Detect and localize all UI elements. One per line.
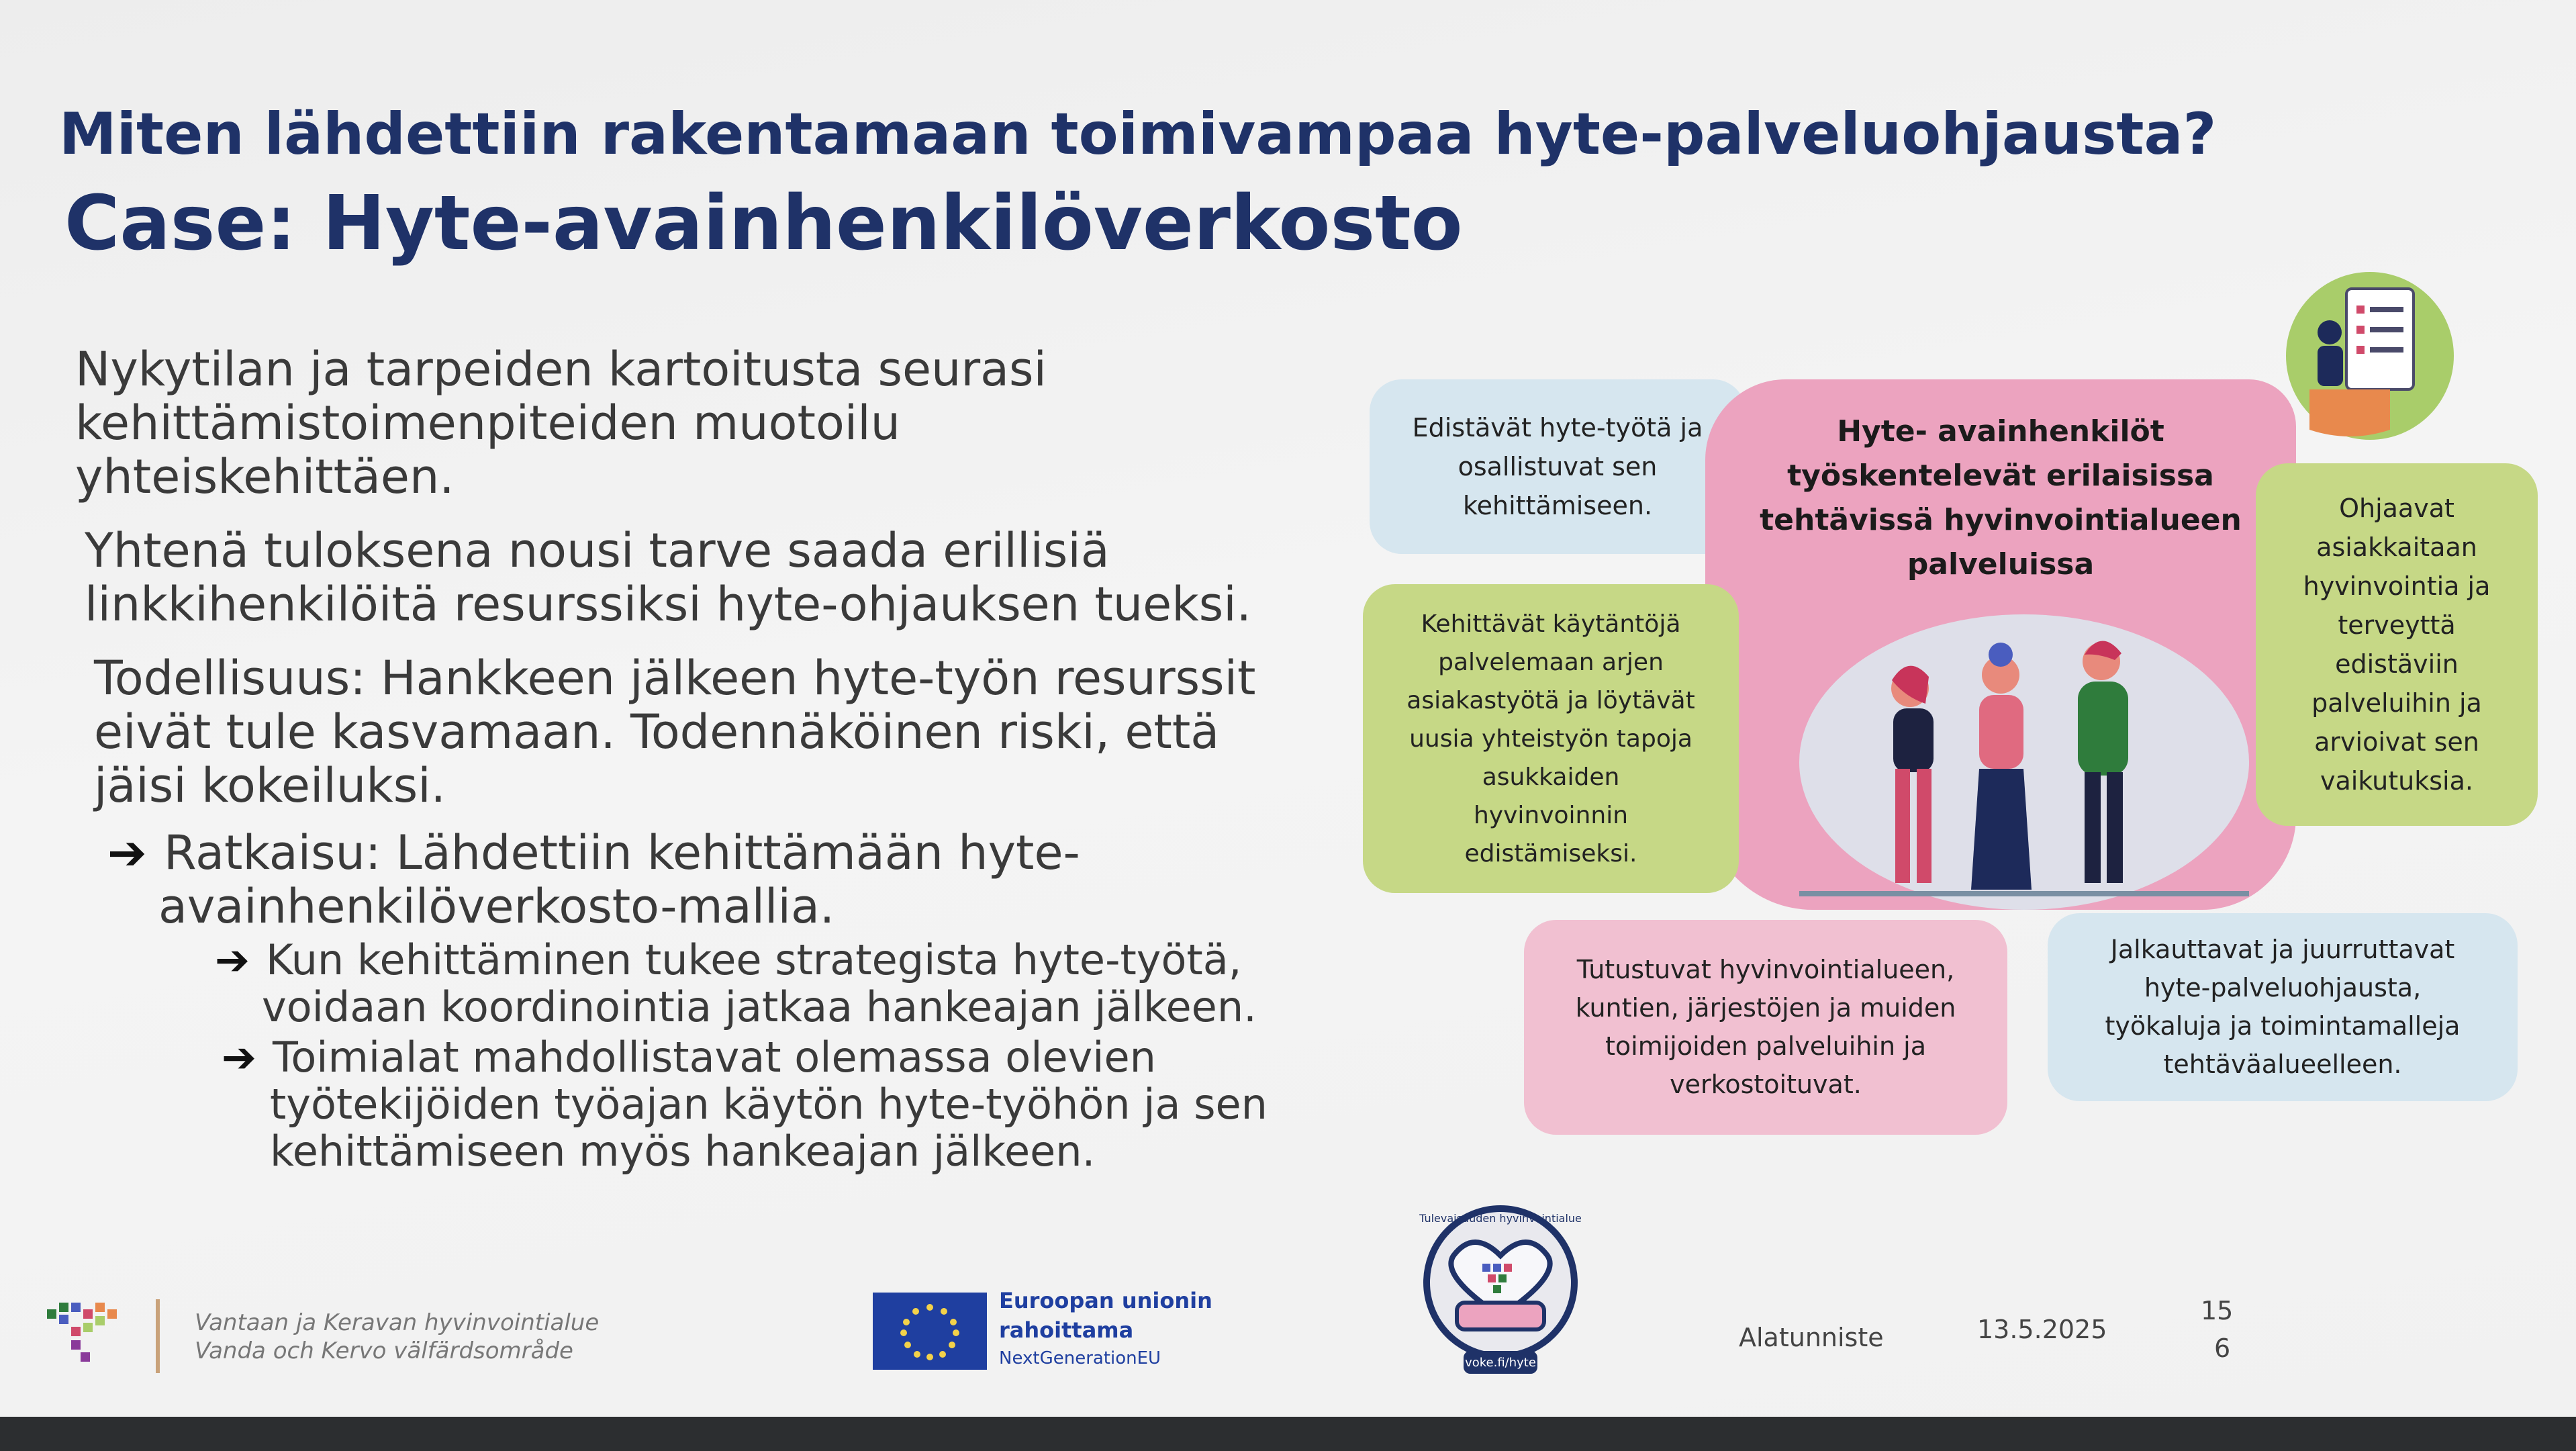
paragraph-1-line: yhteiskehittäen. (75, 449, 455, 504)
paragraph-2-line: Yhtenä tuloksena nousi tarve saada erillisiä (85, 523, 1110, 578)
monitor-bezel (0, 1417, 2576, 1451)
box-line: edistäviin (2335, 649, 2459, 679)
eu-funding-line3: NextGenerationEU (999, 1348, 1161, 1368)
eu-flag-icon (873, 1293, 987, 1370)
box-line: uusia yhteistyön tapoja (1409, 724, 1692, 753)
center-line: palveluissa (1907, 547, 2095, 581)
box-promote-hyte (1370, 379, 1746, 554)
paragraph-1-line: Nykytilan ja tarpeiden kartoitusta seurasi (75, 342, 1047, 397)
page-number-a: 15 (2201, 1296, 2234, 1325)
box-line: työkaluja ja toimintamalleja (2105, 1011, 2461, 1041)
arrow-right-icon: ➔ (215, 935, 250, 984)
arrow-right-icon: ➔ (107, 825, 147, 880)
box-line: palveluihin ja (2311, 688, 2482, 718)
box-guide-clients (2256, 463, 2538, 826)
subpoint-line: voidaan koordinointia jatkaa hankeajan jälkeen. (262, 982, 1257, 1031)
solution-line: avainhenkilöverkosto-mallia. (158, 879, 835, 934)
wellbeing-region-logo (40, 1296, 134, 1376)
box-line: asukkaiden (1482, 763, 1620, 791)
badge-bottom-text: voke.fi/hyte (1465, 1356, 1536, 1370)
checklist-icon (2283, 269, 2457, 443)
subpoint-1 (215, 937, 1257, 1031)
paragraph-1-line: kehittämistoimenpiteiden muotoilu (75, 395, 901, 451)
box-line: Jalkauttavat ja juurruttavat (2110, 935, 2455, 964)
people-illustration (1799, 601, 2249, 910)
box-line: terveyttä (2338, 610, 2456, 640)
paragraph-3-line: jäisi kokeiluksi. (94, 758, 446, 813)
subpoint-line: kehittämiseen myös hankeajan jälkeen. (270, 1127, 1096, 1176)
box-line: kehittämiseen. (1462, 491, 1653, 520)
footer-date: 13.5.2025 (1977, 1315, 2107, 1344)
solution-line: Ratkaisu: Lähdettiin kehittämään hyte- (164, 825, 1080, 880)
paragraph-3-line: Todellisuus: Hankkeen jälkeen hyte-työn resurssit (94, 651, 1256, 706)
org-name-fi: Vantaan ja Keravan hyvinvointialue (195, 1309, 600, 1336)
box-line: tehtäväalueelleen. (2163, 1049, 2402, 1079)
box-line: Edistävät hyte-työtä ja (1412, 413, 1703, 442)
box-line: osallistuvat sen (1458, 452, 1658, 481)
box-network (1524, 920, 2007, 1135)
box-line: hyvinvointia ja (2303, 571, 2491, 601)
box-line: Kehittävät käytäntöjä (1421, 610, 1681, 638)
subpoint-line: työtekijöiden työajan käytön hyte-työhön ja sen (270, 1080, 1268, 1129)
paragraph-2 (85, 524, 1251, 631)
subpoint-2 (222, 1034, 1268, 1175)
slide-title: Miten lähdettiin rakentamaan toimivampaa hyte-palveluohjausta? (59, 101, 2217, 168)
box-line: edistämiseksi. (1464, 839, 1637, 868)
logo-divider (156, 1299, 160, 1373)
paragraph-1 (75, 342, 1047, 504)
box-develop-practices (1363, 584, 1739, 893)
box-line: Ohjaavat (2339, 494, 2454, 523)
paragraph-3 (94, 651, 1255, 812)
footer-label: Alatunniste (1739, 1323, 1884, 1352)
box-line: verkostoituvat. (1670, 1070, 1862, 1099)
box-line: kuntien, järjestöjen ja muiden (1575, 993, 1956, 1023)
center-line: Hyte- avainhenkilöt (1837, 414, 2164, 449)
eu-funding-line1: Euroopan unionin (999, 1288, 1212, 1313)
box-line: vaikutuksia. (2320, 766, 2473, 796)
center-box-text (1719, 410, 2283, 587)
paragraph-3-line: eivät tule kasvamaan. Todennäköinen riski, että (94, 704, 1220, 759)
project-badge (1417, 1202, 1584, 1383)
box-implement (2048, 913, 2518, 1101)
box-line: arvioivat sen (2314, 727, 2479, 757)
eu-funding-line2: rahoittama (999, 1317, 1134, 1343)
center-line: tehtävissä hyvinvointialueen (1760, 503, 2242, 537)
paragraph-2-line: linkkihenkilöitä resurssiksi hyte-ohjauksen tueksi. (85, 577, 1251, 632)
box-line: hyte-palveluohjausta, (2144, 973, 2422, 1002)
arrow-right-icon: ➔ (222, 1033, 256, 1082)
box-line: palvelemaan arjen (1438, 648, 1664, 676)
badge-top-text: Tulevaisuuden hyvinvointialue (1419, 1212, 1582, 1225)
box-line: hyvinvoinnin (1473, 801, 1629, 829)
box-line: toimijoiden palveluihin ja (1605, 1031, 1926, 1061)
subpoint-line: Kun kehittäminen tukee strategista hyte-työtä, (266, 935, 1242, 984)
page-number-b: 6 (2214, 1333, 2231, 1363)
org-name-sv: Vanda och Kervo välfärdsområde (195, 1338, 573, 1364)
slide-subtitle: Case: Hyte-avainhenkilöverkosto (64, 180, 1463, 267)
center-line: työskentelevät erilaisissa (1787, 459, 2214, 493)
box-line: asiakastyötä ja löytävät (1406, 686, 1695, 714)
solution-point (107, 826, 1080, 933)
box-line: asiakkaitaan (2316, 532, 2477, 562)
box-line: Tutustuvat hyvinvointialueen, (1576, 955, 1955, 984)
subpoint-line: Toimialat mahdollistavat olemassa olevien (273, 1033, 1156, 1082)
ground-line (1799, 891, 2249, 896)
